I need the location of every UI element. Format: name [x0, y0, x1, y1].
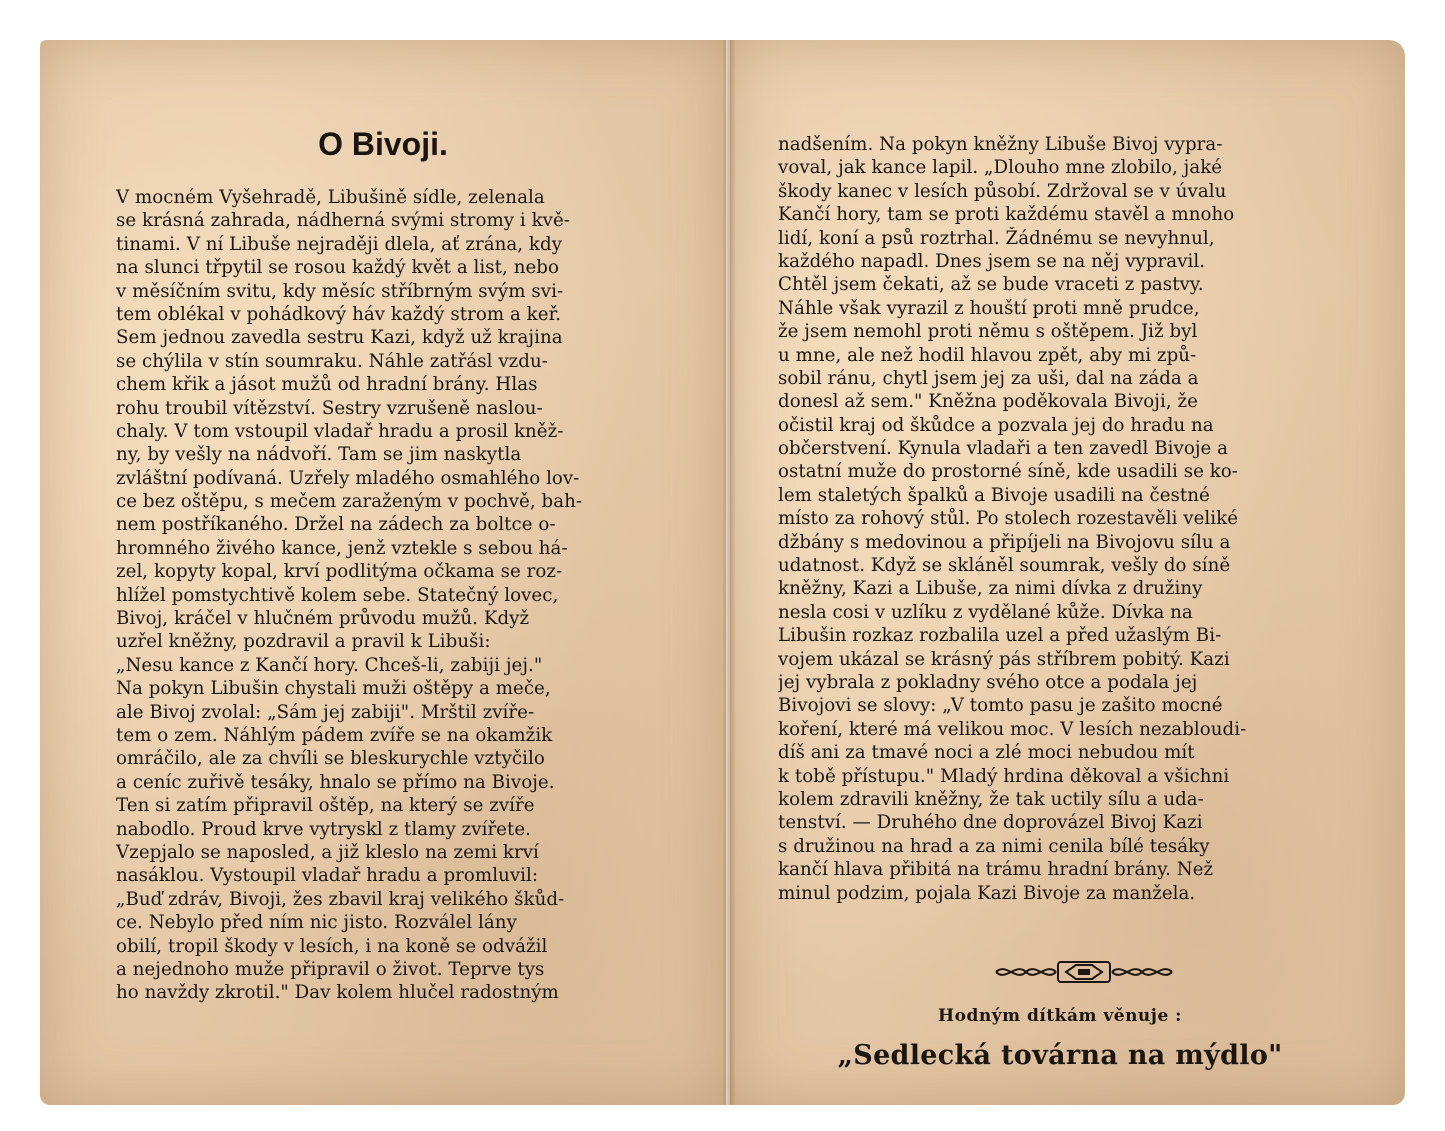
text-line: se krásná zahrada, nádherná svými stromy i kvě- [116, 210, 571, 232]
text-line: Vzepjalo se naposled, a již kleslo na zemi krví [116, 841, 539, 863]
text-line: díš ani za tmavé noci a zlé moci nebudou mít [778, 742, 1195, 764]
ornamental-divider-icon [992, 958, 1176, 986]
story-title: O Bivoji. [318, 126, 448, 162]
text-line: místo za rohový stůl. Po stolech rozestavěli veliké [778, 508, 1239, 530]
text-line: ale Bivoj zvolal: „Sám jej zabiji". Mrštil zvíře- [116, 701, 535, 723]
text-line: uzřel kněžny, pozdravil a pravil k Libuši: [116, 631, 491, 653]
left-page-text [116, 186, 706, 1005]
text-line: se chýlila v stín soumraku. Náhle zatřásl vzdu- [116, 350, 548, 372]
text-line: „Buď zdráv, Bivoji, žes zbavil kraj velikého škůd- [116, 888, 565, 910]
text-line: nabodlo. Proud krve vytryskl z tlamy zvířete. [116, 818, 532, 840]
text-line: ce. Nebylo před ním nic jisto. Rozválel lány [116, 912, 517, 934]
text-line: že jsem nemohl proti němu s oštěpem. Již byl [778, 321, 1198, 343]
text-line: a ceníc zuřivě tesáky, hnalo se přímo na Bivoje. [116, 771, 555, 793]
text-line: džbány s medovinou a připíjeli na Bivojovu sílu a [778, 531, 1231, 553]
company-name: „Sedlecká továrna na mýdlo" [837, 1040, 1283, 1071]
text-line: nasáklou. Vystoupil vladař hradu a promluvil: [116, 865, 539, 887]
text-line: rohu troubil vítězství. Sestry vzrušeně naslou- [116, 397, 543, 419]
text-line: u mne, ale než hodil hlavou zpět, aby mi způ- [778, 344, 1197, 366]
text-line: hlížel pomstychtivě kolem sebe. Statečný lovec, [116, 584, 559, 606]
text-line: Sem jednou zavedla sestru Kazi, když už krajina [116, 327, 563, 349]
text-line: minul podzim, pojala Kazi Bivoje za manžela. [778, 882, 1196, 904]
text-line: lidí, koní a psů roztrhal. Žádnému se nevyhnul, [778, 227, 1215, 249]
text-line: vojem ukázal se krásný pás stříbrem pobitý. Kazi [778, 648, 1230, 670]
text-line: škody kanec v lesích působí. Zdržoval se v úvalu [778, 180, 1227, 202]
text-line: s družinou na hrad a za nimi cenila bílé tesáky [778, 835, 1210, 857]
text-line: Bivojovi se slovy: „V tomto pasu je zašito mocné [778, 695, 1223, 717]
text-line: voval, jak kance lapil. „Dlouho mne zlobilo, jaké [778, 157, 1223, 179]
text-line: udatnost. Když se skláněl soumrak, vešly do síně [778, 555, 1231, 577]
text-line: Chtěl jsem čekati, až se bude vraceti z pastvy. [778, 274, 1204, 296]
text-line: tenství. — Druhého dne doprovázel Bivoj Kazi [778, 812, 1203, 834]
text-line: tem o zem. Náhlým pádem zvíře se na okamžik [116, 724, 553, 746]
text-line: na slunci třpytil se rosou každý květ a list, nebo [116, 257, 559, 279]
text-line: ho navždy zkrotil." Dav kolem hlučel radostným [116, 982, 559, 1004]
text-line: „Nesu kance z Kančí hory. Chceš-li, zabiji jej." [116, 654, 543, 676]
dedication-text: Hodným dítkám věnuje : [938, 1006, 1182, 1026]
text-line: nadšením. Na pokyn kněžny Libuše Bivoj vypra- [778, 134, 1223, 155]
text-line: omráčilo, ale za chvíli se bleskurychle vztyčilo [116, 748, 545, 770]
text-line: v měsíčním svitu, kdy měsíc stříbrným svým svi- [116, 280, 564, 302]
right-page-text [778, 133, 1334, 905]
text-line: Bivoj, kráčel v hlučném průvodu mužů. Když [116, 608, 530, 630]
text-line: kolem zdravili kněžny, že tak uctily sílu a uda- [778, 788, 1204, 810]
text-line: Libušin rozkaz rozbalila uzel a před užaslým Bi- [778, 625, 1222, 647]
text-line: občerstvení. Kynula vladaři a ten zavedl Bivoje a [778, 438, 1229, 460]
text-line: koření, které má velikou moc. V lesích nezabloudi- [778, 718, 1247, 740]
text-line: každého napadl. Dnes jsem se na něj vypravil. [778, 250, 1206, 272]
text-line: jej vybrala z pokladny svého otce a podala jej [778, 671, 1198, 693]
text-line: donesl až sem." Kněžna poděkovala Bivoji, že [778, 391, 1198, 413]
text-line: ostatní muže do prostorné síně, kde usadili se ko- [778, 461, 1239, 483]
text-line: Náhle však vyrazil z houští proti mně prudce, [778, 297, 1200, 319]
text-line: tem oblékal v pohádkový háv každý strom a keř. [116, 303, 562, 325]
text-line: k tobě přístupu." Mladý hrdina děkoval a všichni [778, 765, 1230, 787]
text-line: Ten si zatím připravil oštěp, na který se zvíře [116, 795, 535, 817]
text-line: a nejednoho muže připravil o život. Teprve tys [116, 958, 545, 980]
text-line: zel, kopyty kopal, krví podlitýma očkama se roz- [116, 561, 563, 583]
text-line: očistil kraj od škůdce a pozvala jej do hradu na [778, 414, 1214, 436]
text-line: chem křik a jásot mužů od hradní brány. Hlas [116, 374, 538, 396]
text-line: ce bez oštěpu, s mečem zaraženým v pochvě, bah- [116, 491, 583, 513]
text-line: Na pokyn Libušin chystali muži oštěpy a meče, [116, 678, 551, 700]
text-line: V mocném Vyšehradě, Libušině sídle, zelenala [116, 187, 545, 208]
text-line: kněžny, Kazi a Libuše, za nimi dívka z družiny [778, 578, 1203, 600]
text-line: kančí hlava přibitá na trámu hradní brány. Než [778, 859, 1214, 881]
text-line: nem postříkaného. Držel na zádech za boltce o- [116, 514, 556, 536]
text-line: zvláštní podívaná. Uzřely mladého osmahlého lov- [116, 467, 580, 489]
text-line: sobil ránu, chytl jsem jej za uši, dal na záda a [778, 367, 1199, 389]
text-line: obilí, tropil škody v lesích, i na koně se odvážil [116, 935, 548, 957]
page-fold [722, 40, 736, 1105]
text-line: hromného živého kance, jenž vztekle s sebou há- [116, 537, 568, 559]
text-line: ny, by vešly na nádvoří. Tam se jim naskytla [116, 444, 522, 466]
text-line: Kančí hory, tam se proti každému stavěl a mnoho [778, 204, 1235, 226]
text-line: nesla cosi v uzlíku z vydělané kůže. Dívka na [778, 601, 1193, 623]
text-line: lem staletých špalků a Bivoje usadili na čestné [778, 484, 1210, 506]
text-line: tinami. V ní Libuše nejraději dlela, ať zrána, kdy [116, 233, 563, 255]
text-line: chaly. V tom vstoupil vladař hradu a prosil kněž- [116, 420, 564, 442]
